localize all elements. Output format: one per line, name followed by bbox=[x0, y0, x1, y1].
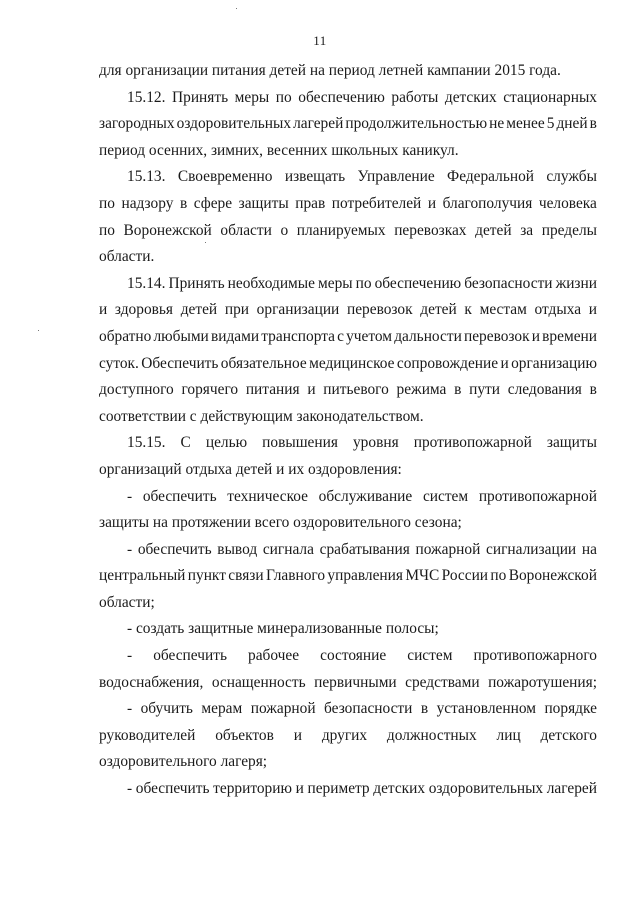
text-line: водоснабжения, оснащенность первичными средствами пожаротушения; bbox=[99, 673, 597, 691]
text-line: - обеспечить техническое обслуживание систем противопожарной bbox=[127, 487, 597, 505]
text-line: защиты на протяжении всего оздоровительного сезона; bbox=[99, 514, 462, 532]
scan-speck bbox=[38, 330, 39, 331]
text-line: организаций отдыха детей и их оздоровления: bbox=[99, 460, 402, 478]
text-line: руководителей объектов и других должностных лиц детского bbox=[99, 726, 597, 744]
text-line: доступного горячего питания и питьевого режима в пути следования в bbox=[99, 381, 597, 399]
text-line: загородных оздоровительных лагерей продолжительностью не менее 5 дней в bbox=[99, 115, 597, 133]
page-number: 11 bbox=[313, 33, 327, 48]
text-line: соответствии с действующим законодательством. bbox=[99, 407, 424, 425]
text-line: по Воронежской области о планируемых перевозках детей за пределы bbox=[99, 221, 597, 239]
text-line: период осенних, зимних, весенних школьных каникул. bbox=[99, 141, 459, 159]
text-line: 15.15. С целью повышения уровня противопожарной защиты bbox=[127, 434, 597, 452]
text-line: - создать защитные минерализованные полосы; bbox=[127, 620, 439, 638]
text-line: 15.12. Принять меры по обеспечению работы детских стационарных bbox=[127, 88, 597, 106]
text-line: области. bbox=[99, 248, 155, 266]
text-line: - обеспечить территорию и периметр детских оздоровительных лагерей bbox=[127, 780, 597, 798]
scan-speck bbox=[205, 242, 206, 243]
text-line: области; bbox=[99, 593, 155, 611]
text-line: 15.14. Принять необходимые меры по обеспечению безопасности жизни bbox=[127, 274, 597, 292]
text-line: оздоровительного лагеря; bbox=[99, 753, 268, 771]
text-line: центральный пункт связи Главного управления МЧС России по Воронежской bbox=[99, 567, 597, 585]
text-line: по надзору в сфере защиты прав потребителей и благополучия человека bbox=[99, 194, 597, 212]
text-line: обратно любыми видами транспорта с учетом дальности перевозок и времени bbox=[99, 327, 597, 345]
text-line: и здоровья детей при организации перевозок детей к местам отдыха и bbox=[99, 301, 597, 319]
text-line: - обеспечить вывод сигнала срабатывания пожарной сигнализации на bbox=[127, 540, 597, 558]
document-body bbox=[99, 58, 597, 803]
text-line: суток. Обеспечить обязательное медицинское сопровождение и организацию bbox=[99, 354, 597, 372]
text-line: для организации питания детей на период летней кампании 2015 года. bbox=[99, 62, 561, 79]
text-line: 15.13. Своевременно извещать Управление Федеральной службы bbox=[127, 168, 597, 186]
text-line: - обеспечить рабочее состояние систем противопожарного bbox=[127, 647, 597, 665]
text-line: - обучить мерам пожарной безопасности в установленном порядке bbox=[127, 700, 597, 718]
scan-speck bbox=[236, 8, 237, 9]
